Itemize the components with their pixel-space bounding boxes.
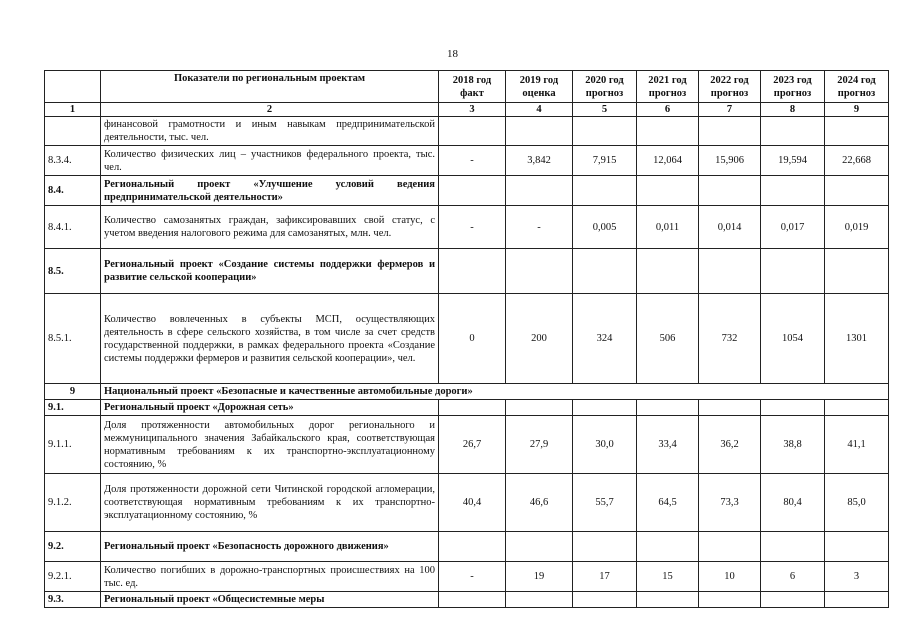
row-value [825,592,889,608]
row-code: 9.2.1. [45,562,101,592]
row-value [699,117,761,146]
column-number: 3 [439,103,506,117]
row-value [506,400,573,416]
row-value: 46,6 [506,474,573,532]
row-value [573,400,637,416]
header-year-type: прогноз [710,87,749,99]
row-value: 6 [761,562,825,592]
row-project-title: Региональный проект «Общесистемные меры [101,592,439,608]
row-code: 9.1.2. [45,474,101,532]
row-value: 1054 [761,294,825,384]
row-code: 9.1.1. [45,416,101,474]
table-row [45,592,889,608]
column-number: 8 [761,103,825,117]
row-project-title: Региональный проект «Дорожная сеть» [101,400,439,416]
table-row [45,249,889,294]
row-value [439,592,506,608]
row-value [573,249,637,294]
row-value [825,249,889,294]
national-project-title: Национальный проект «Безопасные и качественные автомобильные дороги» [101,384,889,400]
row-value: 3,842 [506,146,573,176]
indicators-table [44,70,889,608]
row-code: 9.3. [45,592,101,608]
row-value [439,249,506,294]
row-value: - [439,146,506,176]
header-year: 2021 год [648,74,687,86]
row-value: 19 [506,562,573,592]
table-row [45,117,889,146]
row-indicator-text: Количество самозанятых граждан, зафиксировавших свой статус, с учетом введения налогового режима для самозанятых, млн. чел. [101,206,439,249]
row-value [439,532,506,562]
header-year: 2024 год [837,74,876,86]
row-value [506,249,573,294]
column-number: 7 [699,103,761,117]
header-year-cell [439,71,506,103]
row-value: 15 [637,562,699,592]
header-year-type: прогноз [648,87,687,99]
row-value [699,176,761,206]
row-value [506,592,573,608]
header-year-cell [761,71,825,103]
row-value: 41,1 [825,416,889,474]
row-code: 8.5. [45,249,101,294]
row-value [506,532,573,562]
row-value: 506 [637,294,699,384]
header-year-cell [506,71,573,103]
row-value: 73,3 [699,474,761,532]
header-year: 2019 год [519,74,559,86]
column-number: 5 [573,103,637,117]
row-value: 0,019 [825,206,889,249]
row-code: 8.5.1. [45,294,101,384]
row-value [761,592,825,608]
row-value: 0,011 [637,206,699,249]
header-year-type: прогноз [585,87,624,99]
column-number: 6 [637,103,699,117]
page-number: 18 [447,48,458,60]
row-value [637,117,699,146]
row-value [439,400,506,416]
row-project-title: Региональный проект «Создание системы поддержки фермеров и развитие сельской кооперации» [101,249,439,294]
row-value: 200 [506,294,573,384]
row-value [699,249,761,294]
row-value: 55,7 [573,474,637,532]
row-value [699,592,761,608]
row-value [761,532,825,562]
row-value [637,532,699,562]
row-value: 22,668 [825,146,889,176]
column-number: 4 [506,103,573,117]
row-indicator-text: финансовой грамотности и иным навыкам предпринимательской деятельности, тыс. чел. [101,117,439,146]
table-row [45,416,889,474]
row-value: - [506,206,573,249]
header-year: 2020 год [585,74,624,86]
row-value [439,117,506,146]
row-project-title: Региональный проект «Улучшение условий ведения предпринимательской деятельности» [101,176,439,206]
table-row [45,146,889,176]
row-value [506,176,573,206]
header-year: 2023 год [773,74,812,86]
row-code: 9.1. [45,400,101,416]
column-number: 2 [101,103,439,117]
national-project-row [45,384,889,400]
table-body [45,117,889,608]
row-value [761,400,825,416]
row-project-title: Региональный проект «Безопасность дорожного движения» [101,532,439,562]
row-value [825,176,889,206]
row-code: 8.4. [45,176,101,206]
header-indicator-cell: Показатели по региональным проектам [101,71,439,103]
row-code [45,117,101,146]
header-year: 2022 год [710,74,749,86]
row-code: 9.2. [45,532,101,562]
header-code-cell [45,71,101,103]
row-value: 0 [439,294,506,384]
header-year-type: факт [460,87,484,99]
row-code: 8.3.4. [45,146,101,176]
row-value [637,592,699,608]
row-indicator-text: Доля протяженности автомобильных дорог регионального и межмуниципального значения Забайкальского края, соответствующая нормативным требованиям к их транспортно-эксплуатационному состоянию, % [101,416,439,474]
row-value: 27,9 [506,416,573,474]
row-value [699,532,761,562]
row-value [825,400,889,416]
row-value: - [439,206,506,249]
table-row [45,206,889,249]
row-value [761,176,825,206]
row-value [573,176,637,206]
row-code: 9 [45,384,101,400]
row-indicator-text: Доля протяженности дорожной сети Читинской городской агломерации, соответствующая нормативным требованиям к их транспортно-эксплуатационному состоянию, % [101,474,439,532]
row-value: 7,915 [573,146,637,176]
row-value [637,249,699,294]
row-value: 40,4 [439,474,506,532]
header-year: 2018 год [452,74,492,86]
row-value [573,532,637,562]
header-year-type: прогноз [773,87,812,99]
row-value: 0,005 [573,206,637,249]
row-value [825,117,889,146]
row-value: 732 [699,294,761,384]
row-value: 85,0 [825,474,889,532]
row-value [637,176,699,206]
row-value: 64,5 [637,474,699,532]
row-value: 0,017 [761,206,825,249]
table-row [45,176,889,206]
row-value: - [439,562,506,592]
row-value: 15,906 [699,146,761,176]
row-value: 33,4 [637,416,699,474]
row-indicator-text: Количество физических лиц – участников федерального проекта, тыс. чел. [101,146,439,176]
column-number: 9 [825,103,889,117]
header-year-cell [699,71,761,103]
row-value: 80,4 [761,474,825,532]
row-value: 19,594 [761,146,825,176]
row-value: 0,014 [699,206,761,249]
header-year-cell [825,71,889,103]
row-value: 10 [699,562,761,592]
table-header [45,71,889,117]
row-value: 17 [573,562,637,592]
row-value: 324 [573,294,637,384]
table-row [45,294,889,384]
row-value: 30,0 [573,416,637,474]
row-value: 38,8 [761,416,825,474]
row-value: 26,7 [439,416,506,474]
row-value [761,249,825,294]
row-value [761,117,825,146]
header-row [45,71,889,103]
row-value: 1301 [825,294,889,384]
row-value [573,117,637,146]
table-row [45,474,889,532]
table-row [45,532,889,562]
header-year-type: оценка [522,87,556,99]
column-number-row [45,103,889,117]
row-value [699,400,761,416]
table-row [45,400,889,416]
column-number: 1 [45,103,101,117]
header-year-cell [573,71,637,103]
row-indicator-text: Количество вовлеченных в субъекты МСП, осуществляющих деятельность в сфере сельского хозяйства, в том числе за счет средств государственной поддержки, в рамках федерального проекта «Создание системы поддержки фермеров и развития сельской кооперации», чел. [101,294,439,384]
row-value: 3 [825,562,889,592]
row-value: 36,2 [699,416,761,474]
header-year-cell [637,71,699,103]
header-year-type: прогноз [837,87,876,99]
row-code: 8.4.1. [45,206,101,249]
row-indicator-text: Количество погибших в дорожно-транспортных происшествиях на 100 тыс. ед. [101,562,439,592]
row-value: 12,064 [637,146,699,176]
row-value [637,400,699,416]
row-value [573,592,637,608]
row-value [825,532,889,562]
table-row [45,562,889,592]
row-value [506,117,573,146]
row-value [439,176,506,206]
